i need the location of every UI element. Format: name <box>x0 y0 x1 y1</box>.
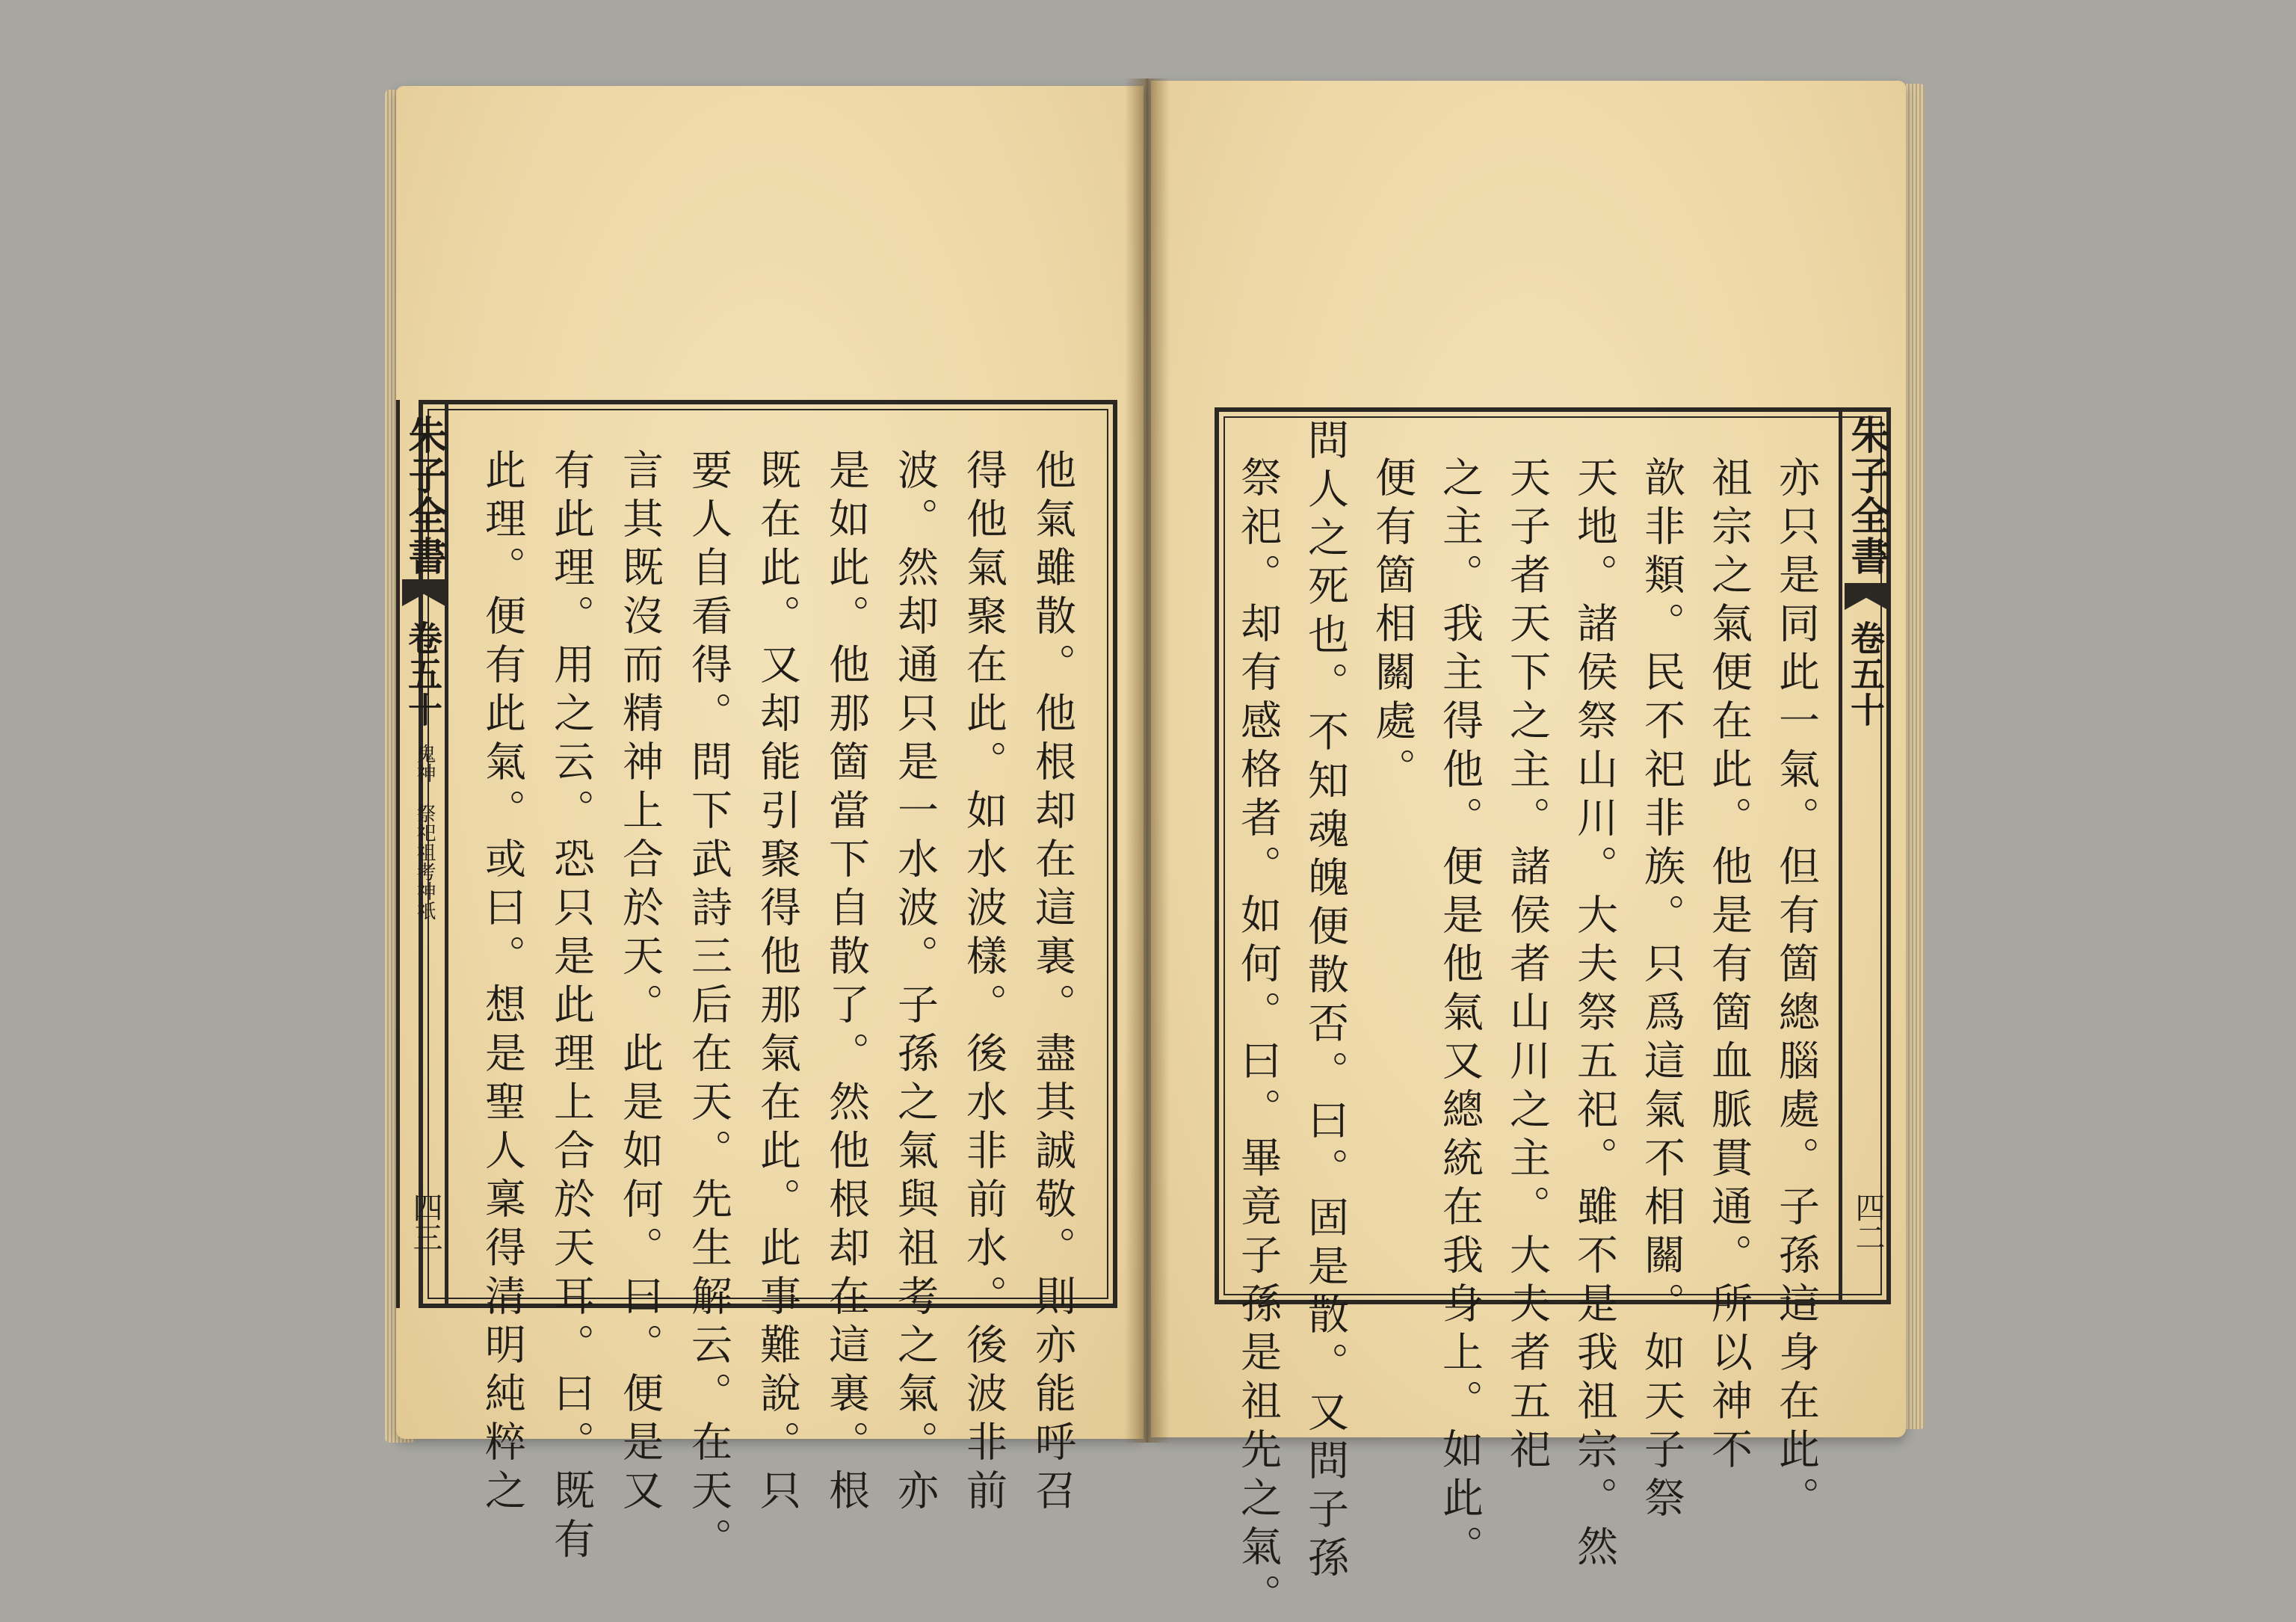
right-col-3: 歆非類。民不祀非族。只爲這氣不相關。如天子祭 <box>1638 456 1685 1525</box>
right-banxin-title: 朱子全書 <box>1844 415 1889 576</box>
left-banxin-section-a: 鬼神 <box>413 744 436 783</box>
left-col-8: 有此理。用之云。恐只是此理上合於天耳。曰。既有 <box>547 448 595 1566</box>
right-fishtail-mark <box>1845 583 1888 610</box>
left-col-3: 波。然却通只是一水波。子孫之氣與祖考之氣。亦 <box>891 448 939 1517</box>
left-banxin-title: 朱子全書 <box>401 415 447 576</box>
left-banxin-section-b: 祭祀祖考神祇 <box>413 804 436 920</box>
right-col-5: 天子者天下之主。諸侯者山川之主。大夫者五祀 <box>1503 456 1551 1476</box>
left-banxin <box>396 400 448 1308</box>
right-col-9: 祭祀。却有感格者。如何。曰。畢竟子孫是祖先之氣。 <box>1234 456 1282 1622</box>
left-col-5: 既在此。又却能引聚得他那氣在此。此事難說。只 <box>753 448 801 1517</box>
right-col-6: 之主。我主得他。便是他氣又總統在我身上。如此。 <box>1436 456 1484 1573</box>
left-col-2: 得他氣聚在此。如水波樣。後水非前水。後波非前 <box>960 448 1007 1517</box>
left-col-1: 他氣雖散。他根却在這裏。盡其誠敬。則亦能呼召 <box>1028 448 1076 1517</box>
left-col-6: 要人自看得。問下武詩三后在天。先生解云。在天。 <box>685 448 732 1566</box>
left-col-9: 此理。便有此氣。或曰。想是聖人稟得清明純粹之 <box>478 448 526 1517</box>
right-col-2: 祖宗之氣便在此。他是有箇血脈貫通。所以神不 <box>1705 456 1753 1476</box>
left-col-4: 是如此。他那箇當下自散了。然他根却在這裏。根 <box>822 448 870 1517</box>
right-banxin-page-number: 四二 <box>1851 1192 1885 1252</box>
right-col-4: 天地。諸侯祭山川。大夫祭五祀。雖不是我祖宗。然 <box>1570 456 1618 1573</box>
right-banxin <box>1839 407 1891 1304</box>
right-banxin-volume: 卷五十 <box>1845 620 1886 728</box>
right-col-1: 亦只是同此一氣。但有箇總腦處。子孫這身在此。 <box>1772 456 1820 1525</box>
right-col-8: 問人之死也。不知魂魄便散否。曰。固是散。又問子孫 <box>1301 419 1349 1585</box>
left-fishtail-mark <box>402 579 445 606</box>
left-banxin-page-number: 四三 <box>408 1192 442 1252</box>
right-col-7: 便有箇相關處。 <box>1368 456 1416 796</box>
left-banxin-volume: 卷五十 <box>403 620 443 728</box>
left-col-7: 言其既沒而精神上合於天。此是如何。曰。便是又 <box>616 448 664 1517</box>
